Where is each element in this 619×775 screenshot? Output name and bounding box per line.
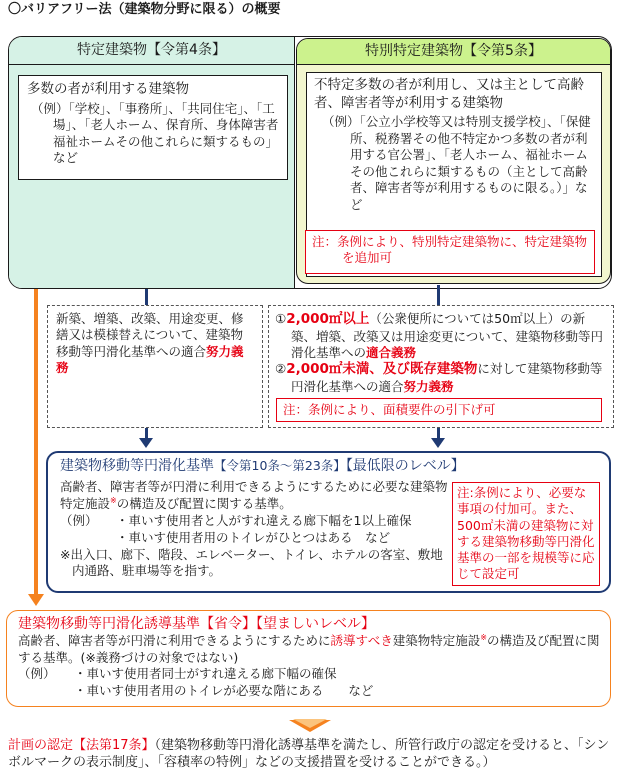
standard-description-text-2: の構造及び配置に関する基準。 xyxy=(116,495,292,511)
item-2-number: ② xyxy=(275,361,287,377)
standard-ordinance-note: 注:条例により、必要な事項の付加可。また、500㎡未満の建築物に対する建築物移動等円滑化基準の一部を規模等に応じて設定可 xyxy=(452,482,600,586)
guidance-example-1 xyxy=(18,666,606,683)
guidance-text-emphasis: 誘導すべき xyxy=(330,633,393,648)
orange-arrow-down-icon xyxy=(28,594,44,606)
standard-example-1-text: ・車いす使用者と人がすれ違える廊下幅を1以上確保 xyxy=(116,512,412,528)
effort-duty-box xyxy=(47,305,263,428)
standard-example-1 xyxy=(60,513,450,530)
guidance-text-2: 建築物特定施設 xyxy=(392,633,481,648)
mandatory-item-2 xyxy=(275,361,607,395)
connector-line-left xyxy=(145,289,148,305)
item-2-text: に対して建築物移動等円滑化基準への適合 xyxy=(291,361,603,394)
plan-certification xyxy=(8,738,616,772)
standard-description xyxy=(60,479,450,513)
connector-line-right xyxy=(437,285,440,305)
item-1-number: ① xyxy=(275,311,287,326)
arrow-down-icon xyxy=(139,438,153,448)
standard-title-ref: 【令第10条～第23条】 xyxy=(214,458,346,473)
standard-footnote-mark: ※ xyxy=(110,495,117,505)
guidance-example-2: ・車いす使用者用のトイレが必要な階にある など xyxy=(74,682,374,698)
guidance-text-1: 高齢者、障害者等が円滑に利用できるようにするために xyxy=(18,633,331,648)
mandatory-item-1 xyxy=(275,311,607,361)
standard-title-main: 建築物移動等円滑化基準 xyxy=(60,458,214,474)
item-2-area: 2,000㎡未満、及び既存建築物 xyxy=(286,361,478,378)
minimum-standard-body xyxy=(60,479,450,580)
page-title: 〇バリアフリー法（建築物分野に限る）の概要 xyxy=(8,2,281,17)
area-ordinance-note: 注：条例により、面積要件の引下げ可 xyxy=(276,398,602,422)
special-specific-building-lead: 不特定多数の者が利用し、又は主として高齢者、障害者等が利用する建築物 xyxy=(314,77,584,111)
standard-example-2: ・車いす使用者用のトイレがひとつはある など xyxy=(116,529,391,545)
guidance-text-3: の構造及び配置に関する基準。(※義務づけの対象ではない) xyxy=(18,633,600,665)
orange-arrow-shaft xyxy=(34,289,38,595)
guidance-standard-body xyxy=(18,633,606,700)
item-1-duty: 適合義務 xyxy=(366,344,417,360)
standard-description-text-1: 高齢者、障害者等が円滑に利用できるようにするために必要な建築物特定施設 xyxy=(60,479,448,511)
guidance-example-1-text: ・車いす使用者同士がすれ違える廊下幅の確保 xyxy=(74,666,337,682)
item-1-text: （公衆便所については50㎡以上）の新築、増築、改築又は用途変更について、建築物移動等円滑化基準への xyxy=(291,311,604,360)
specific-building-card xyxy=(18,75,288,180)
guidance-standard-title: 建築物移動等円滑化誘導基準【省令】【望ましいレベル】 xyxy=(18,616,375,632)
standard-example-label: （例） xyxy=(60,512,98,528)
item-1-area: 2,000㎡以上 xyxy=(286,311,370,327)
specific-building-example: （例）「学校」、「事務所」、「共同住宅」、「工場」、「老人ホーム、保育所、身体障害者福祉ホームその他これらに類するもの」など xyxy=(31,100,279,166)
effort-duty-text: 新築、増築、改築、用途変更、修繕又は模様替えについて、建築物移動等円滑化基準への適合 xyxy=(56,311,244,359)
certification-title: 計画の認定【法第17条】 xyxy=(8,738,155,753)
guidance-footnote-mark: ※ xyxy=(480,632,487,642)
item-2-duty: 努力義務 xyxy=(403,378,454,394)
effort-duty-label: 努力義務 xyxy=(56,343,244,375)
special-ordinance-note: 注：条例により、特別特定建築物に、特定建築物を追加可 xyxy=(305,230,595,274)
minimum-standard-title xyxy=(60,457,465,475)
arrow-down-icon xyxy=(431,438,445,448)
special-specific-building-header: 特別特定建築物【令第5条】 xyxy=(297,39,610,65)
certification-text: （建築物移動等円滑化誘導基準を満たし、所管行政庁の認定を受けると、「シンボルマークの表示制度」、「容積率の特例」などの支援措置を受けることができる。） xyxy=(8,738,610,770)
guidance-example-label: （例） xyxy=(18,666,56,682)
specific-building-header: 特定建築物【令第4条】 xyxy=(9,37,295,65)
special-specific-building-example: （例）「公立小学校等又は特別支援学校」、「保健所、税務署その他不特定かつ多数の者が利用する官公署」、「老人ホーム、福祉ホームその他これらに類するもの（主として高齢者、障害者等が利用するものに限る。）」など xyxy=(322,114,591,212)
specific-building-lead: 多数の者が利用する建築物 xyxy=(27,81,189,97)
standard-footnote: ※出入口、廊下、階段、エレベーター、トイレ、ホテルの客室、敷地内通路、駐車場等を指す。 xyxy=(60,546,443,579)
guidance-description xyxy=(18,633,606,666)
standard-title-level: 【最低限のレベル】 xyxy=(345,458,465,474)
triangle-down-icon-fill xyxy=(293,719,327,728)
